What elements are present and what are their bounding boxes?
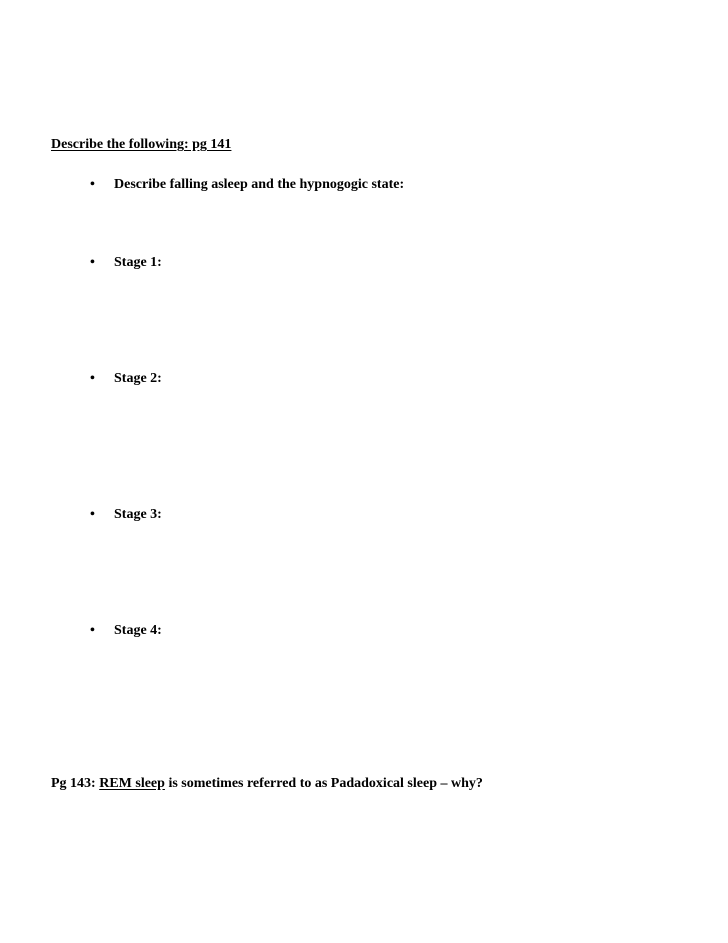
rem-term: REM sleep: [99, 776, 165, 791]
list-item: [90, 254, 162, 272]
section-heading: Describe the following: pg 141: [51, 137, 232, 152]
rem-question-rest: is sometimes referred to as Padadoxical sleep – why?: [164, 776, 483, 791]
bullet-icon: •: [90, 177, 95, 192]
list-item: [90, 176, 404, 194]
rem-question-prefix: Pg 143:: [51, 776, 100, 791]
question-text: Describe falling asleep and the hypnogogic state:: [114, 177, 405, 192]
bullet-icon: •: [90, 623, 95, 638]
question-text: Stage 3:: [114, 507, 162, 522]
list-item: [90, 370, 162, 388]
rem-question: [51, 775, 483, 793]
question-text: Stage 1:: [114, 255, 162, 270]
bullet-icon: •: [90, 371, 95, 386]
list-item: [90, 506, 162, 524]
list-item: [90, 622, 162, 640]
bullet-icon: •: [90, 507, 95, 522]
question-text: Stage 2:: [114, 371, 162, 386]
question-text: Stage 4:: [114, 623, 162, 638]
bullet-icon: •: [90, 255, 95, 270]
